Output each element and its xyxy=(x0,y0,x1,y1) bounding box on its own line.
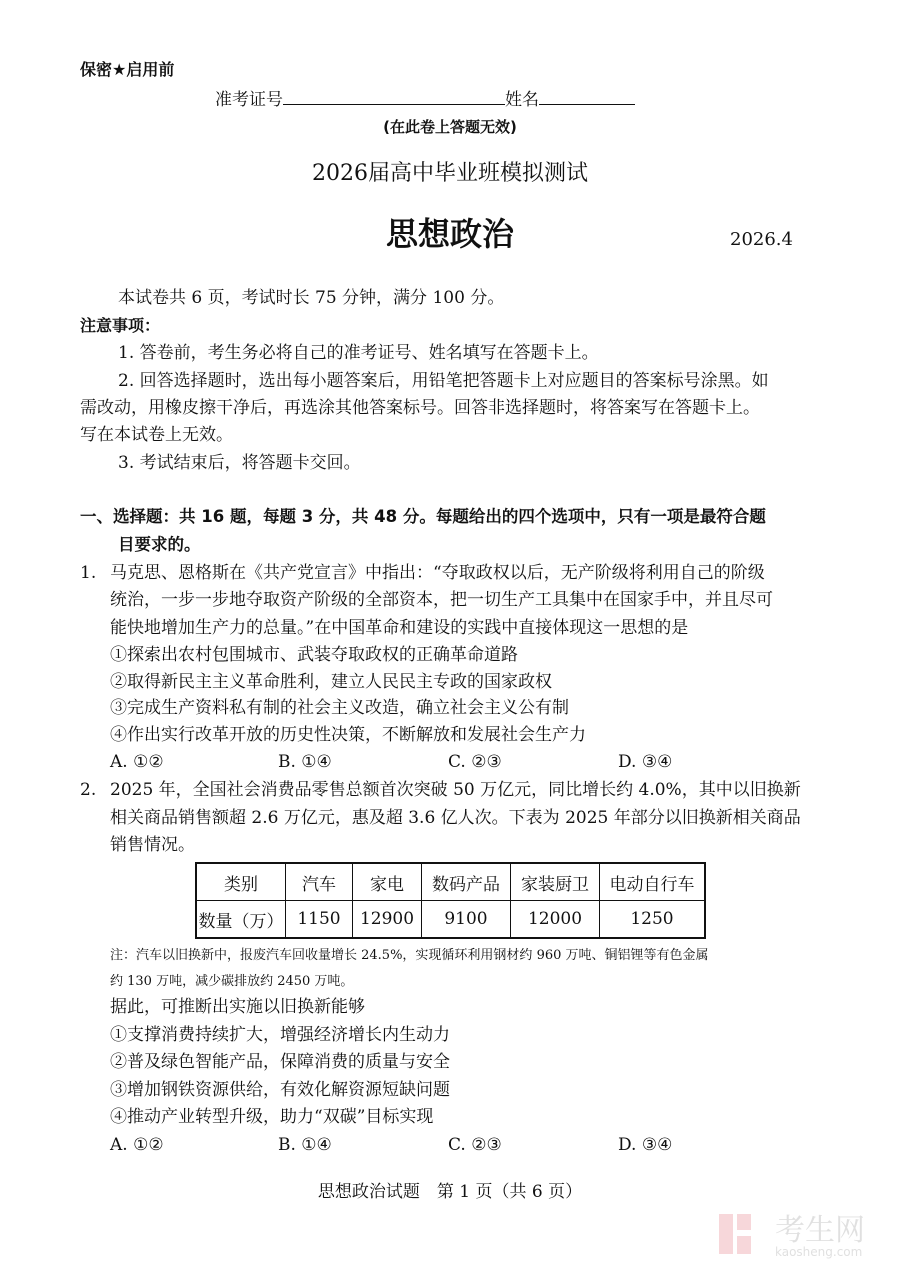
q2-item: ①支撑消费持续扩大，增强经济增长内生动力 xyxy=(110,1025,450,1045)
q1-option-a: A. ①② xyxy=(110,752,164,772)
table-cell: 9100 xyxy=(422,901,511,939)
exam-date: 2026.4 xyxy=(730,229,793,250)
q2-item: ③增加钢铁资源供给，有效化解资源短缺问题 xyxy=(110,1080,450,1100)
table-cell: 1150 xyxy=(286,901,353,939)
q1-stem: 能快地增加生产力的总量。”在中国革命和建设的实践中直接体现这一思想的是 xyxy=(110,618,689,638)
watermark-logo xyxy=(715,1200,885,1265)
question-number: 2. xyxy=(80,780,97,800)
q2-option-c: C. ②③ xyxy=(448,1135,502,1155)
q1-item: ④作出实行改革开放的历史性决策，不断解放和发展社会生产力 xyxy=(110,725,586,745)
q1-stem: 统治，一步一步地夺取资产阶级的全部资本，把一切生产工具集中在国家手中，并且尽可 xyxy=(110,590,773,610)
q1-option-c: C. ②③ xyxy=(448,752,502,772)
section-heading-cont: 目要求的。 xyxy=(118,535,201,554)
q1-option-b: B. ①④ xyxy=(278,752,332,772)
kaosheng-logo-icon xyxy=(715,1200,885,1260)
q1-option-d: D. ③④ xyxy=(618,752,673,772)
exam-number-field[interactable] xyxy=(215,88,635,111)
q2-item: ②普及绿色智能产品，保障消费的质量与安全 xyxy=(110,1052,450,1072)
subject-title: 思想政治 xyxy=(385,215,514,253)
table-cell: 家装厨卫 xyxy=(511,863,600,901)
table-cell: 1250 xyxy=(600,901,706,939)
q2-lead: 据此，可推断出实施以旧换新能够 xyxy=(110,997,365,1017)
exam-number-label: 准考证号 xyxy=(215,90,283,110)
svg-text:kaosheng.com: kaosheng.com xyxy=(775,1245,863,1259)
q2-stem: 相关商品销售额超 2.6 万亿元，惠及超 3.6 亿人次。下表为 2025 年部分以旧换新相关商品 xyxy=(110,808,801,828)
notice-line: 需改动，用橡皮擦干净后，再选涂其他答案标号。回答非选择题时，将答案写在答题卡上。 xyxy=(80,398,760,418)
q1-item: ①探索出农村包围城市、武装夺取政权的正确革命道路 xyxy=(110,645,518,665)
table-cell: 数码产品 xyxy=(422,863,511,901)
confidential-label: 保密★启用前 xyxy=(80,60,175,79)
q2-stem: 2025 年，全国社会消费品零售总额首次突破 50 万亿元，同比增长约 4.0%，其中以旧换新 xyxy=(110,780,801,800)
q2-item: ④推动产业转型升级，助力“双碳”目标实现 xyxy=(110,1107,434,1127)
table-cell: 12000 xyxy=(511,901,600,939)
notice-line: 3. 考试结束后，将答题卡交回。 xyxy=(118,453,361,473)
exam-title: 2026届高中毕业班模拟测试 xyxy=(312,161,588,186)
q2-stem: 销售情况。 xyxy=(110,835,195,855)
name-label: 姓名 xyxy=(505,90,539,110)
q2-option-a: A. ①② xyxy=(110,1135,164,1155)
question-number: 1. xyxy=(80,563,97,583)
notice-line: 写在本试卷上无效。 xyxy=(80,425,233,445)
table-row xyxy=(196,901,705,939)
table-note: 注：汽车以旧换新中，报废汽车回收量增长 24.5%，实现循环利用钢材约 960 万吨、铜铝锂等有色金属 xyxy=(110,948,709,963)
q1-item: ③完成生产资料私有制的社会主义改造，确立社会主义公有制 xyxy=(110,698,569,718)
notice-line: 1. 答卷前，考生务必将自己的准考证号、姓名填写在答题卡上。 xyxy=(118,343,599,363)
table-note: 约 130 万吨，减少碳排放约 2450 万吨。 xyxy=(110,974,354,989)
table-cell: 12900 xyxy=(353,901,422,939)
notice-line: 2. 回答选择题时，选出每小题答案后，用铅笔把答题卡上对应题目的答案标号涂黑。如 xyxy=(118,371,769,391)
q1-stem: 马克思、恩格斯在《共产党宣言》中指出：“夺取政权以后，无产阶级将利用自己的阶级 xyxy=(110,563,765,583)
notice-title: 注意事项： xyxy=(80,316,161,335)
table-cell: 家电 xyxy=(353,863,422,901)
invalid-note: (在此卷上答题无效) xyxy=(383,118,517,136)
q2-option-b: B. ①④ xyxy=(278,1135,332,1155)
table-cell: 类别 xyxy=(196,863,286,901)
exam-number-blank[interactable] xyxy=(283,88,505,105)
table-cell: 电动自行车 xyxy=(600,863,706,901)
table-cell: 汽车 xyxy=(286,863,353,901)
page-footer: 思想政治试题 第 1 页（共 6 页） xyxy=(317,1182,583,1202)
q1-item: ②取得新民主主义革命胜利，建立人民民主专政的国家政权 xyxy=(110,672,552,692)
intro-text: 本试卷共 6 页，考试时长 75 分钟，满分 100 分。 xyxy=(118,288,505,308)
section-heading: 一、选择题：共 16 题，每题 3 分，共 48 分。每题给出的四个选项中，只有一项是最符合题 xyxy=(80,507,766,526)
name-blank[interactable] xyxy=(539,88,635,105)
svg-text:考生网: 考生网 xyxy=(775,1213,865,1248)
table-header-row xyxy=(196,863,705,901)
table-cell: 数量（万） xyxy=(196,901,286,939)
q2-option-d: D. ③④ xyxy=(618,1135,673,1155)
sales-table xyxy=(195,862,706,939)
